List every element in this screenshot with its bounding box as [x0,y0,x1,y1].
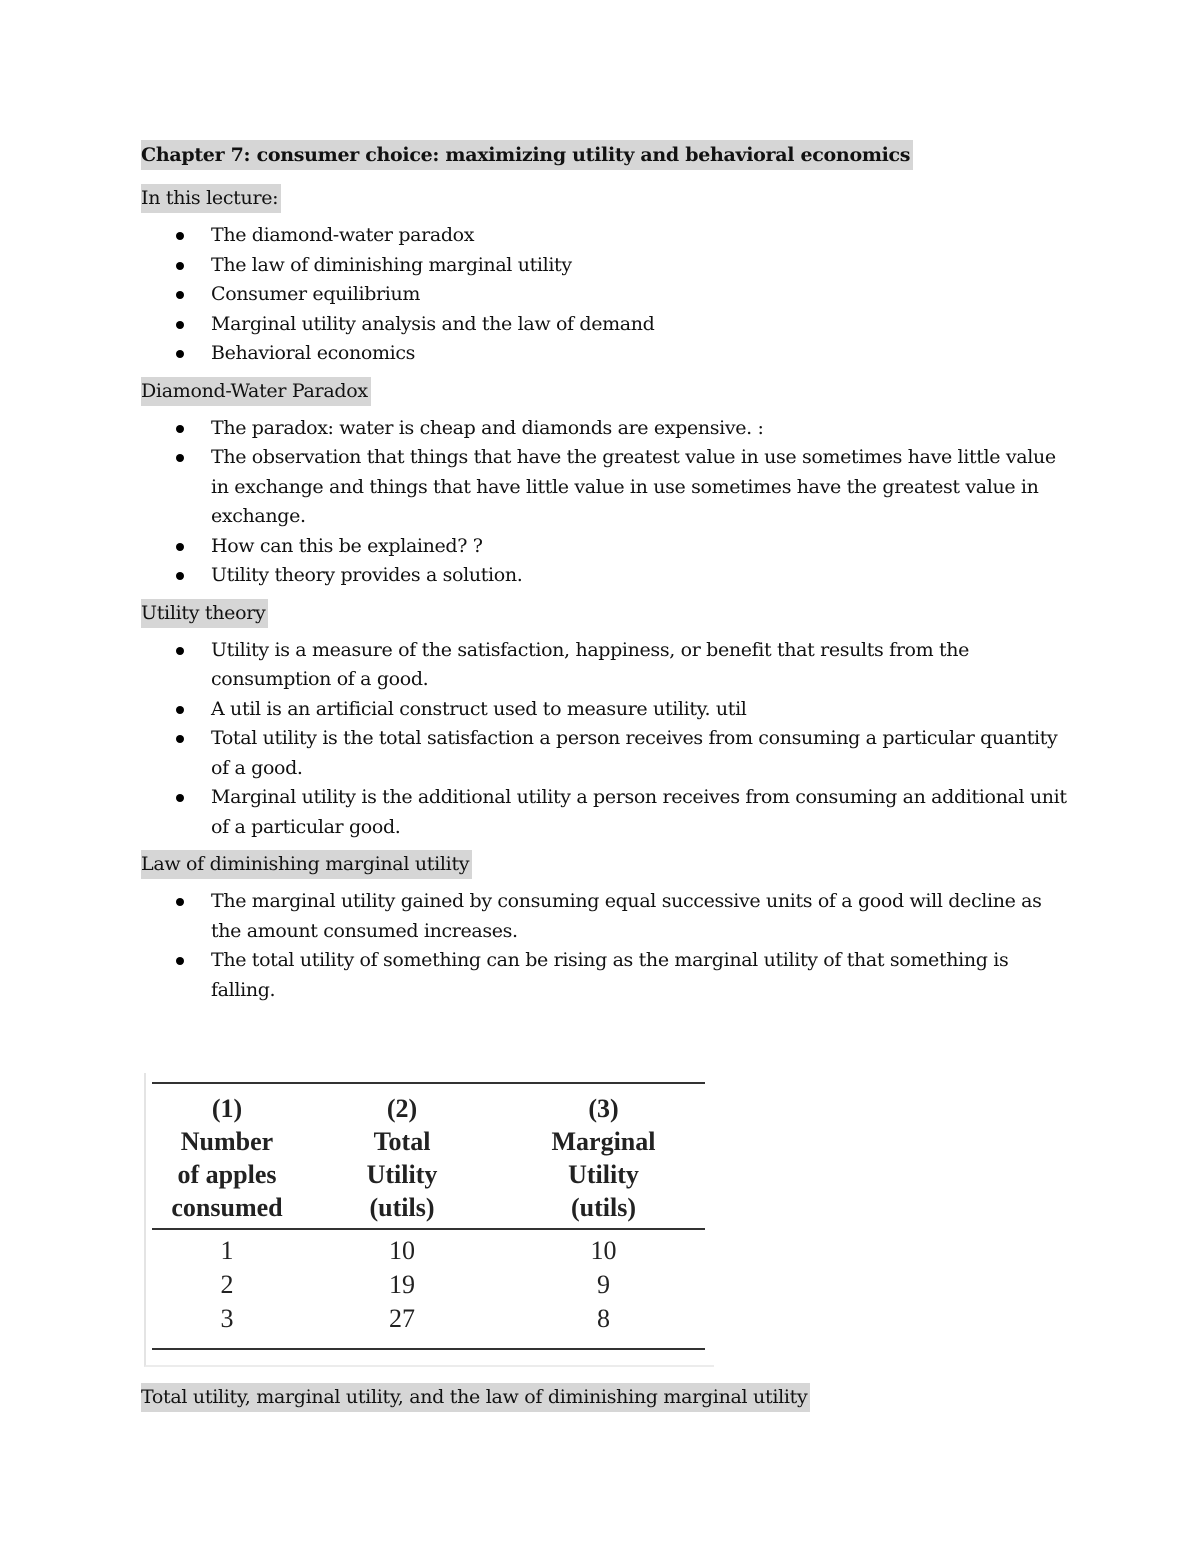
header-line: (2) [386,1094,418,1123]
header-line: (3) [588,1094,619,1123]
utility-theory-heading-text: Utility theory [141,599,268,628]
header-line: consumed [171,1193,283,1222]
table-header-row [152,1083,705,1229]
table-row [152,1268,705,1302]
header-line: (utils) [571,1193,636,1222]
list-item: The total utility of something can be rising as the marginal utility of that something is falling. [141,946,1071,1005]
list-item: The marginal utility gained by consuming equal successive units of a good will decline as the amount consumed increases. [141,887,1071,946]
utility-table [152,1082,705,1350]
intro-heading [141,184,1071,213]
header-marginal-utility [502,1083,705,1229]
header-line: Utility [366,1160,438,1189]
footer-heading [141,1383,810,1412]
footer-heading-text: Total utility, marginal utility, and the law of diminishing marginal utility [141,1383,810,1412]
list-item: The diamond-water paradox [141,221,1071,251]
intro-list [141,221,1071,369]
table-row [152,1302,705,1349]
chapter-title [141,140,1071,170]
list-item: Consumer equilibrium [141,280,1071,310]
header-line: Total [373,1127,431,1156]
table-cell: 27 [302,1302,502,1349]
law-heading-text: Law of diminishing marginal utility [141,850,472,879]
table-cell: 10 [389,1236,415,1265]
table-cell: 10 [590,1236,617,1265]
paradox-list [141,414,1071,591]
paradox-heading [141,377,1071,406]
list-item: The law of diminishing marginal utility [141,251,1071,281]
list-item: How can this be explained? ? [141,532,1071,562]
utility-theory-list [141,636,1071,843]
chapter-title-text: Chapter 7: consumer choice: maximizing utility and behavioral economics [141,140,913,170]
header-line: Utility [568,1160,639,1189]
law-list [141,887,1071,1005]
table-cell: 1 [220,1236,234,1265]
header-line: Marginal [551,1127,656,1156]
paradox-heading-text: Diamond-Water Paradox [141,377,371,406]
list-item: Utility theory provides a solution. [141,561,1071,591]
list-item: Marginal utility is the additional utility a person receives from consuming an additional unit of a particular good. [141,783,1071,842]
header-line: of apples [177,1160,277,1189]
header-number-of-apples [152,1083,302,1229]
list-item: The paradox: water is cheap and diamonds are expensive. : [141,414,1071,444]
list-item: Behavioral economics [141,339,1071,369]
list-item: Total utility is the total satisfaction a person receives from consuming a particular quantity of a good. [141,724,1071,783]
header-total-utility [302,1083,502,1229]
intro-heading-text: In this lecture: [141,184,281,213]
document-body [141,140,1071,1013]
list-item: Utility is a measure of the satisfaction, happiness, or benefit that results from the consumption of a good. [141,636,1071,695]
header-line: (utils) [369,1193,435,1222]
utility-theory-heading [141,599,1071,628]
table-cell: 9 [597,1270,610,1299]
table-cell: 19 [389,1270,415,1299]
header-line: (1) [211,1094,243,1123]
list-item: Marginal utility analysis and the law of demand [141,310,1071,340]
list-item: A util is an artificial construct used to measure utility. util [141,695,1071,725]
list-item: The observation that things that have the greatest value in use sometimes have little value in exchange and things that have little value in use sometimes have the greatest value in exchange. [141,443,1071,532]
table-cell: 2 [220,1270,234,1299]
law-heading [141,850,1071,879]
utility-table-image [144,1073,714,1367]
table-row [152,1229,705,1268]
table-cell: 3 [152,1302,302,1349]
header-line: Number [180,1127,274,1156]
table-cell: 8 [502,1302,705,1349]
